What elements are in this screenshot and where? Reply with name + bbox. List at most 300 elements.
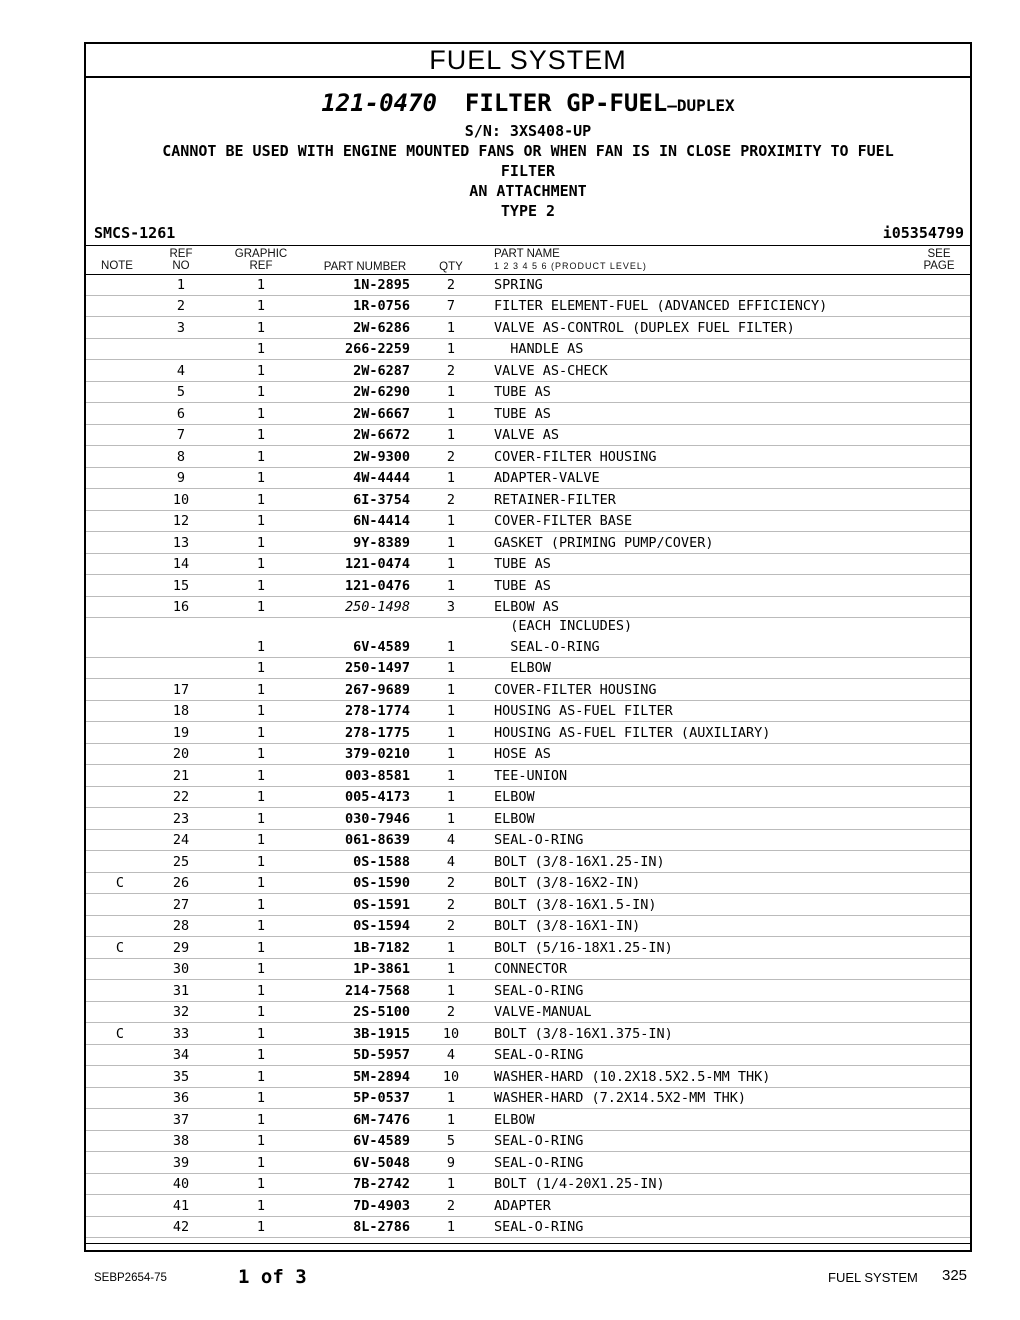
graphic-ref-cell: 1: [256, 341, 266, 357]
ref-no-cell: 15: [172, 577, 190, 594]
table-row: [86, 489, 970, 511]
table-row: [86, 575, 970, 597]
ref-no-cell: 4: [176, 362, 186, 379]
ref-no-cell: 20: [172, 746, 190, 762]
qty-cell: 2: [446, 491, 456, 508]
table-row: [86, 851, 970, 873]
table-row: [86, 1217, 970, 1239]
col-ref-no: [166, 248, 196, 272]
graphic-ref-cell: 1: [256, 448, 266, 465]
table-row: [86, 1152, 970, 1174]
smcs-row: [94, 224, 964, 244]
col-graphic-ref-top: GRAPHIC: [234, 248, 288, 260]
part-name-cell: ELBOW: [494, 1111, 535, 1128]
part-name-cell: (EACH INCLUDES): [494, 618, 633, 634]
table-row: [86, 446, 970, 468]
col-see-page-top: SEE: [927, 248, 951, 260]
qty-cell: 2: [446, 875, 456, 891]
part-name-cell: CONNECTOR: [494, 961, 568, 977]
part-number-cell: 379-0210: [344, 746, 410, 762]
qty-cell: 1: [446, 767, 456, 784]
part-number-cell: 6V-4589: [353, 1133, 410, 1149]
col-part-name-label: PART NAME: [494, 248, 560, 260]
part-name-cell: TEE-UNION: [494, 767, 568, 784]
col-see-page: [914, 248, 964, 272]
part-number-cell: 250-1497: [344, 660, 410, 676]
qty-cell: 1: [446, 577, 456, 594]
ref-no-cell: 42: [172, 1219, 190, 1235]
type-label: TYPE 2: [500, 202, 556, 220]
part-number-cell: 003-8581: [344, 767, 410, 784]
part-number-cell: 9Y-8389: [353, 534, 410, 551]
part-number-cell: 214-7568: [344, 982, 410, 999]
table-row: [86, 274, 970, 296]
part-name-cell: WASHER-HARD (7.2X14.5X2-MM THK): [494, 1090, 746, 1106]
table-row: [86, 1109, 970, 1131]
graphic-ref-cell: 1: [256, 810, 266, 827]
part-number-cell: 0S-1588: [353, 853, 410, 870]
qty-cell: 1: [446, 427, 456, 443]
ref-no-cell: 23: [172, 810, 190, 827]
note-cell: C: [115, 939, 125, 956]
ref-no-cell: 10: [172, 491, 190, 508]
graphic-ref-cell: 1: [256, 1090, 266, 1106]
col-graphic-ref: [226, 248, 296, 272]
page-footer: [0, 1262, 1020, 1292]
graphic-ref-cell: 1: [256, 703, 266, 719]
table-row: [86, 1066, 970, 1088]
qty-cell: 2: [446, 896, 456, 913]
graphic-ref-cell: 1: [256, 1068, 266, 1085]
ref-no-cell: 38: [172, 1133, 190, 1149]
table-row: [86, 679, 970, 701]
ref-no-cell: 17: [172, 681, 190, 698]
qty-cell: 4: [446, 853, 456, 870]
part-number-cell: 6V-4589: [353, 638, 410, 655]
part-number-cell: 8L-2786: [353, 1219, 410, 1235]
ref-no-cell: 2: [176, 298, 186, 314]
part-number-cell: 2W-6667: [353, 405, 410, 422]
part-name-cell: ELBOW AS: [494, 599, 560, 615]
qty-cell: 2: [446, 1004, 456, 1020]
part-name-cell: BOLT (3/8-16X1.25-IN): [494, 853, 665, 870]
usage-note-line-1: CANNOT BE USED WITH ENGINE MOUNTED FANS OR WHEN FAN IS IN CLOSE PROXIMITY TO FUEL: [162, 142, 894, 160]
graphic-ref-cell: 1: [256, 875, 266, 891]
ref-no-cell: 40: [172, 1176, 190, 1192]
part-name-cell: HOUSING AS-FUEL FILTER: [494, 703, 673, 719]
graphic-ref-cell: 1: [256, 1025, 266, 1042]
ref-no-cell: 18: [172, 703, 190, 719]
table-row: [86, 403, 970, 425]
ref-no-cell: 28: [172, 918, 190, 934]
table-row: [86, 787, 970, 809]
ref-no-cell: 6: [176, 405, 186, 422]
part-number-cell: 5M-2894: [353, 1068, 410, 1085]
qty-cell: 1: [446, 1176, 456, 1192]
part-name-cell: COVER-FILTER HOUSING: [494, 448, 657, 465]
part-name-cell: TUBE AS: [494, 384, 551, 400]
table-row: [86, 658, 970, 680]
graphic-ref-cell: 1: [256, 1154, 266, 1171]
usage-note-line-2: FILTER: [500, 162, 556, 180]
part-number-cell: 278-1775: [344, 724, 410, 741]
smcs-code: SMCS-1261: [94, 224, 176, 242]
graphic-ref-cell: 1: [256, 1219, 266, 1235]
ref-no-cell: 36: [172, 1090, 190, 1106]
qty-cell: 1: [446, 341, 456, 357]
qty-cell: 1: [446, 470, 456, 486]
graphic-ref-cell: 1: [256, 470, 266, 486]
part-name-cell: SEAL-O-RING: [494, 638, 600, 655]
col-note: NOTE: [101, 260, 133, 272]
qty-cell: 5: [446, 1133, 456, 1149]
part-name-cell: TUBE AS: [494, 405, 551, 422]
qty-cell: 1: [446, 638, 456, 655]
parts-list: [86, 274, 970, 1238]
table-row: [86, 532, 970, 554]
part-name-cell: VALVE AS-CONTROL (DUPLEX FUEL FILTER): [494, 319, 795, 336]
part-number-cell: 005-4173: [344, 789, 410, 805]
graphic-ref-cell: 1: [256, 513, 266, 529]
part-name-cell: HANDLE AS: [494, 341, 584, 357]
part-number-cell: 2W-6286: [353, 319, 410, 336]
graphic-ref-cell: 1: [256, 1111, 266, 1128]
graphic-ref-cell: 1: [256, 405, 266, 422]
part-number-cell: 4W-4444: [353, 470, 410, 486]
document-id: SEBP2654-75: [94, 1272, 167, 1284]
part-number-cell: 1B-7182: [353, 939, 410, 956]
part-name-cell: ELBOW: [494, 810, 535, 827]
part-number-cell: 121-0476: [344, 577, 410, 594]
part-number-cell: 278-1774: [344, 703, 410, 719]
part-name-cell: FILTER ELEMENT-FUEL (ADVANCED EFFICIENCY): [494, 298, 828, 314]
part-number-cell: 030-7946: [344, 810, 410, 827]
ref-no-cell: 41: [172, 1197, 190, 1214]
table-row: [86, 382, 970, 404]
col-part-number: PART NUMBER: [323, 261, 407, 273]
part-name-cell: SPRING: [494, 276, 543, 293]
part-name-cell: BOLT (3/8-16X1.5-IN): [494, 896, 657, 913]
table-row: [86, 873, 970, 895]
ref-no-cell: 30: [172, 961, 190, 977]
ref-no-cell: 29: [172, 939, 190, 956]
graphic-ref-cell: 1: [256, 1004, 266, 1020]
qty-cell: 1: [446, 556, 456, 572]
graphic-ref-cell: 1: [256, 577, 266, 594]
qty-cell: 1: [446, 681, 456, 698]
ref-no-cell: 3: [176, 319, 186, 336]
ref-no-cell: 9: [176, 470, 186, 486]
graphic-ref-cell: 1: [256, 491, 266, 508]
table-row: [86, 1195, 970, 1217]
part-number-cell: 2W-9300: [353, 448, 410, 465]
part-number-cell: 2W-6672: [353, 427, 410, 443]
ref-no-cell: 21: [172, 767, 190, 784]
footer-section: FUEL SYSTEM: [828, 1270, 918, 1285]
table-row: [86, 1045, 970, 1067]
ref-no-cell: 12: [172, 513, 190, 529]
qty-cell: 2: [446, 448, 456, 465]
ref-no-cell: 5: [176, 384, 186, 400]
table-row: [86, 554, 970, 576]
part-number-cell: 1P-3861: [353, 961, 410, 977]
graphic-ref-cell: 1: [256, 1176, 266, 1192]
part-number-cell: 266-2259: [344, 341, 410, 357]
col-qty: QTY: [439, 261, 463, 273]
part-number-cell: 267-9689: [344, 681, 410, 698]
part-name-cell: GASKET (PRIMING PUMP/COVER): [494, 534, 714, 551]
part-number-cell: 121-0474: [344, 556, 410, 572]
qty-cell: 4: [446, 832, 456, 848]
part-name-cell: COVER-FILTER BASE: [494, 513, 633, 529]
qty-cell: 1: [446, 660, 456, 676]
part-name-cell: SEAL-O-RING: [494, 1219, 584, 1235]
part-name-cell: SEAL-O-RING: [494, 982, 584, 999]
qty-cell: 3: [446, 599, 456, 615]
graphic-ref-cell: 1: [256, 384, 266, 400]
graphic-ref-cell: 1: [256, 982, 266, 999]
qty-cell: 10: [442, 1068, 460, 1085]
qty-cell: 4: [446, 1047, 456, 1063]
part-number-cell: 0S-1594: [353, 918, 410, 934]
part-number-cell: 2W-6290: [353, 384, 410, 400]
ref-no-cell: 25: [172, 853, 190, 870]
qty-cell: 2: [446, 362, 456, 379]
graphic-ref-cell: 1: [256, 276, 266, 293]
part-name-cell: HOUSING AS-FUEL FILTER (AUXILIARY): [494, 724, 771, 741]
ref-no-cell: 37: [172, 1111, 190, 1128]
table-row: [86, 808, 970, 830]
part-number-cell: 250-1498: [344, 599, 410, 615]
ref-no-cell: 26: [172, 875, 190, 891]
part-name-cell: VALVE AS: [494, 427, 560, 443]
table-row: [86, 1002, 970, 1024]
table-bottom-rule: [86, 1243, 970, 1244]
ref-no-cell: 7: [176, 427, 186, 443]
part-number-cell: 6I-3754: [353, 491, 410, 508]
graphic-ref-cell: 1: [256, 298, 266, 314]
table-row: [86, 937, 970, 959]
illustration-id: i05354799: [882, 224, 964, 242]
qty-cell: 1: [446, 810, 456, 827]
graphic-ref-cell: 1: [256, 832, 266, 848]
parts-page-frame: [84, 42, 972, 1252]
part-number-cell: 1N-2895: [353, 276, 410, 293]
part-name-cell: SEAL-O-RING: [494, 1154, 584, 1171]
part-number-cell: 6V-5048: [353, 1154, 410, 1171]
part-number-cell: 061-8639: [344, 832, 410, 848]
ref-no-cell: 35: [172, 1068, 190, 1085]
graphic-ref-cell: 1: [256, 853, 266, 870]
qty-cell: 1: [446, 982, 456, 999]
col-graphic-ref-bottom: REF: [249, 260, 273, 272]
graphic-ref-cell: 1: [256, 534, 266, 551]
page-number: 325: [942, 1267, 968, 1284]
ref-no-cell: 33: [172, 1025, 190, 1042]
qty-cell: 1: [446, 513, 456, 529]
part-number-cell: 3B-1915: [353, 1025, 410, 1042]
table-row: [86, 1088, 970, 1110]
table-row: [86, 916, 970, 938]
qty-cell: 1: [446, 384, 456, 400]
qty-cell: 9: [446, 1154, 456, 1171]
table-row: [86, 1023, 970, 1045]
part-name-cell: TUBE AS: [494, 577, 551, 594]
part-name-cell: SEAL-O-RING: [494, 1047, 584, 1063]
table-row: [86, 511, 970, 533]
graphic-ref-cell: 1: [256, 1047, 266, 1063]
ref-no-cell: 19: [172, 724, 190, 741]
table-row: [86, 317, 970, 339]
qty-cell: 1: [446, 1111, 456, 1128]
part-name-cell: BOLT (3/8-16X2-IN): [494, 875, 641, 891]
graphic-ref-cell: 1: [256, 427, 266, 443]
graphic-ref-cell: 1: [256, 961, 266, 977]
table-row: [86, 425, 970, 447]
part-name-cell: HOSE AS: [494, 746, 551, 762]
part-number-cell: 0S-1590: [353, 875, 410, 891]
graphic-ref-cell: 1: [256, 681, 266, 698]
part-name-cell: BOLT (5/16-18X1.25-IN): [494, 939, 673, 956]
graphic-ref-cell: 1: [256, 362, 266, 379]
ref-no-cell: 27: [172, 896, 190, 913]
part-number-cell: 2W-6287: [353, 362, 410, 379]
graphic-ref-cell: 1: [256, 896, 266, 913]
part-number-cell: 7D-4903: [353, 1197, 410, 1214]
qty-cell: 1: [446, 534, 456, 551]
table-row: [86, 765, 970, 787]
ref-no-cell: 34: [172, 1047, 190, 1063]
part-name-cell: ADAPTER-VALVE: [494, 470, 600, 486]
ref-no-cell: 13: [172, 534, 190, 551]
graphic-ref-cell: 1: [256, 939, 266, 956]
qty-cell: 1: [446, 724, 456, 741]
serial-range: S/N: 3XS408-UP: [464, 122, 592, 140]
group-part-number: 121-0470: [321, 89, 437, 117]
part-name-cell: ADAPTER: [494, 1197, 551, 1214]
note-cell: C: [115, 1025, 125, 1042]
group-title: [86, 88, 970, 121]
qty-cell: 2: [446, 1197, 456, 1214]
part-number-cell: 7B-2742: [353, 1176, 410, 1192]
page-of-count: 1 of 3: [238, 1266, 307, 1288]
attachment-label: AN ATTACHMENT: [469, 182, 587, 200]
graphic-ref-cell: 1: [256, 660, 266, 676]
header-divider: [86, 245, 970, 246]
part-name-cell: VALVE AS-CHECK: [494, 362, 608, 379]
qty-cell: 1: [446, 1219, 456, 1235]
ref-no-cell: 32: [172, 1004, 190, 1020]
graphic-ref-cell: 1: [256, 599, 266, 615]
part-number-cell: 5P-0537: [353, 1090, 410, 1106]
ref-no-cell: 16: [172, 599, 190, 615]
part-number-cell: 6M-7476: [353, 1111, 410, 1128]
part-number-cell: 5D-5957: [353, 1047, 410, 1063]
ref-no-cell: 1: [176, 276, 186, 293]
qty-cell: 1: [446, 703, 456, 719]
qty-cell: 1: [446, 961, 456, 977]
table-row: [86, 1174, 970, 1196]
group-name: FILTER GP-FUEL: [464, 89, 668, 117]
col-ref-no-bottom: NO: [172, 260, 190, 272]
part-name-cell: SEAL-O-RING: [494, 832, 584, 848]
part-number-cell: 2S-5100: [353, 1004, 410, 1020]
col-product-levels: 1 2 3 4 5 6 (PRODUCT LEVEL): [494, 261, 647, 271]
graphic-ref-cell: 1: [256, 746, 266, 762]
part-name-cell: WASHER-HARD (10.2X18.5X2.5-MM THK): [494, 1068, 771, 1085]
graphic-ref-cell: 1: [256, 1197, 266, 1214]
qty-cell: 1: [446, 1090, 456, 1106]
table-row: [86, 597, 970, 619]
part-name-cell: COVER-FILTER HOUSING: [494, 681, 657, 698]
ref-no-cell: 31: [172, 982, 190, 999]
graphic-ref-cell: 1: [256, 1133, 266, 1149]
table-row: [86, 1131, 970, 1153]
table-row: [86, 830, 970, 852]
table-row: [86, 980, 970, 1002]
table-row: [86, 722, 970, 744]
col-ref-no-top: REF: [169, 248, 193, 260]
part-name-cell: BOLT (3/8-16X1-IN): [494, 918, 641, 934]
part-name-cell: ELBOW: [494, 789, 535, 805]
table-row: [86, 360, 970, 382]
table-row: [86, 618, 970, 636]
part-number-cell: 1R-0756: [353, 298, 410, 314]
graphic-ref-cell: 1: [256, 556, 266, 572]
table-row: [86, 959, 970, 981]
qty-cell: 2: [446, 918, 456, 934]
part-name-cell: TUBE AS: [494, 556, 551, 572]
table-row: [86, 468, 970, 490]
table-row: [86, 894, 970, 916]
qty-cell: 1: [446, 939, 456, 956]
note-cell: C: [115, 875, 125, 891]
ref-no-cell: 8: [176, 448, 186, 465]
graphic-ref-cell: 1: [256, 638, 266, 655]
part-name-cell: BOLT (3/8-16X1.375-IN): [494, 1025, 673, 1042]
qty-cell: 10: [442, 1025, 460, 1042]
part-name-cell: BOLT (1/4-20X1.25-IN): [494, 1176, 665, 1192]
part-name-cell: ELBOW: [494, 660, 551, 676]
qty-cell: 1: [446, 319, 456, 336]
part-number-cell: 0S-1591: [353, 896, 410, 913]
table-row: [86, 296, 970, 318]
qty-cell: 7: [446, 298, 456, 314]
part-name-cell: VALVE-MANUAL: [494, 1004, 592, 1020]
ref-no-cell: 22: [172, 789, 190, 805]
part-number-cell: 6N-4414: [353, 513, 410, 529]
ref-no-cell: 14: [172, 556, 190, 572]
ref-no-cell: 24: [172, 832, 190, 848]
qty-cell: 1: [446, 789, 456, 805]
graphic-ref-cell: 1: [256, 918, 266, 934]
table-row: [86, 339, 970, 361]
graphic-ref-cell: 1: [256, 789, 266, 805]
graphic-ref-cell: 1: [256, 767, 266, 784]
ref-no-cell: 39: [172, 1154, 190, 1171]
table-row: [86, 636, 970, 658]
group-header: [86, 88, 970, 221]
table-row: [86, 701, 970, 723]
graphic-ref-cell: 1: [256, 319, 266, 336]
section-title: FUEL SYSTEM: [86, 44, 970, 78]
part-name-cell: RETAINER-FILTER: [494, 491, 616, 508]
graphic-ref-cell: 1: [256, 724, 266, 741]
col-part-name: [494, 248, 647, 272]
qty-cell: 2: [446, 276, 456, 293]
qty-cell: 1: [446, 746, 456, 762]
table-row: [86, 744, 970, 766]
